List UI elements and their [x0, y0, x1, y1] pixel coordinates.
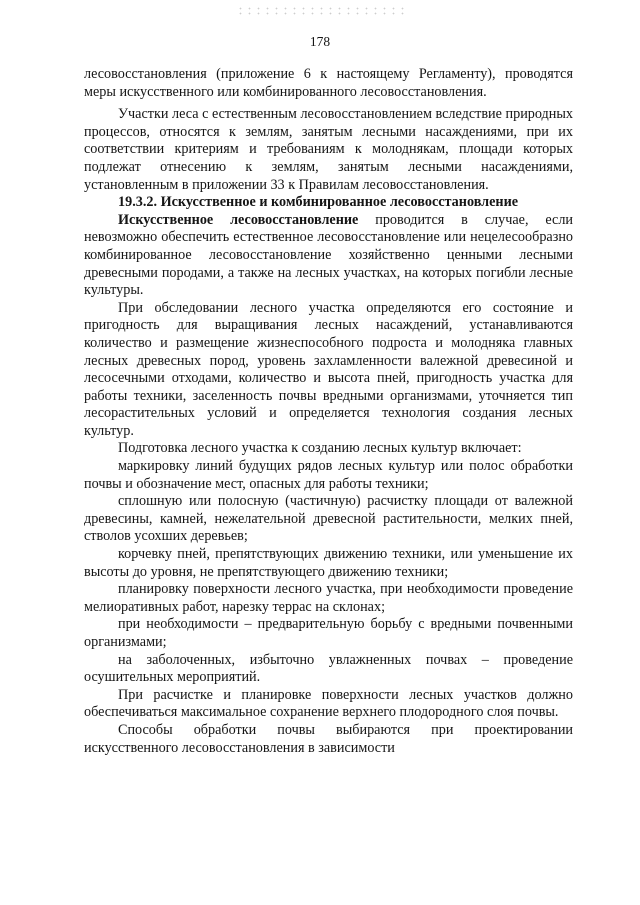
- scan-noise: [236, 6, 406, 16]
- paragraph-text: проводится в случае, если невозможно обеспечить естественное лесовосстановление или нецелесообразно комбинированное лесовосстановление хозяйственно ценными лесными древесными породами, а также на лесных участках, на которых погибли лесные культуры.: [84, 211, 573, 299]
- bold-term: Искусственное лесовосстановление: [118, 211, 359, 228]
- list-item: маркировку линий будущих рядов лесных культур или полос обработки почвы и обозначение мест, опасных для работы техники;: [84, 458, 573, 492]
- paragraph: Участки леса с естественным лесовосстановлением вследствие природных процессов, относятся к землям, занятым лесными насаждениями, при их соответствии критериям и требованиям к молоднякам, площади которых подлежат отнесению к землям, занятым лесными насаждениями, установленным в приложении 33 к Правилам лесовосстановления.: [84, 106, 573, 193]
- page-number: 178: [309, 34, 331, 49]
- list-item: планировку поверхности лесного участка, при необходимости проведение мелиоративных работ, нарезку террас на склонах;: [84, 581, 573, 615]
- list-item: корчевку пней, препятствующих движению техники, или уменьшение их высоты до уровня, не препятствующего движению техники;: [84, 546, 573, 580]
- paragraph: [84, 212, 573, 300]
- paragraph: Подготовка лесного участка к созданию лесных культур включает:: [118, 440, 522, 457]
- list-item: на заболоченных, избыточно увлажненных почвах – проведение осушительных мероприятий.: [84, 651, 573, 686]
- section-heading: 19.3.2. Искусственное и комбинированное лесовосстановление: [118, 194, 519, 211]
- document-body: [84, 66, 573, 757]
- list-item: при необходимости – предварительную борьбу с вредными почвенными организмами;: [84, 616, 573, 650]
- list-item: сплошную или полосную (частичную) расчистку площади от валежной древесины, камней, нежелательной древесной растительности, мелких пней, стволов усохших деревьев;: [84, 493, 573, 545]
- paragraph: При обследовании лесного участка определяются его состояние и пригодность для выращивания лесных насаждений, устанавливаются количество и размещение жизнеспособного подроста и молодняка главных лесных древесных пород, уровень захламленности валежной древесиной и лесосечными отходами, количество и высота пней, пригодность участка для работы техники, заселенность почвы вредными организмами, уточняется тип лесорастительных условий и определяется технология создания лесных культур.: [84, 299, 573, 439]
- paragraph: Способы обработки почвы выбираются при проектировании искусственного лесовосстановления в зависимости: [84, 721, 573, 756]
- paragraph: При расчистке и планировке поверхности лесных участков должно обеспечиваться максимальное сохранение верхнего плодородного слоя почвы.: [84, 686, 573, 721]
- paragraph: лесовосстановления (приложение 6 к настоящему Регламенту), проводятся меры искусственного или комбинированного лесовосстановления.: [84, 66, 573, 100]
